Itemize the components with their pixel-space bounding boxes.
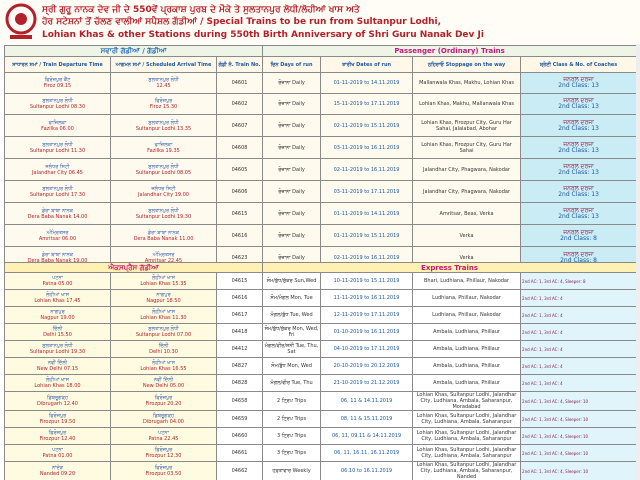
days-of-run: ਰੋਜ਼ਾਨਾ Daily <box>263 225 321 247</box>
departure-station-punjabi: ਫਿਰੋਜ਼ਪੁਰ <box>48 430 67 436</box>
dates-of-run: 20-10-2019 to 20.12.2019 <box>321 358 413 375</box>
departure-time: Firozpur 19.50 <box>39 419 76 425</box>
departure-cell <box>5 341 111 358</box>
days-of-run: ਰੋਜ਼ਾਨਾ Daily <box>263 203 321 225</box>
table-row <box>5 462 637 480</box>
stoppages: Ludhiana, Phillaur, Nakodar <box>413 290 521 307</box>
departure-station-punjabi: ਲੋਹੀਆਂ ਖਾਸ <box>46 377 69 383</box>
coach-class-punjabi: ਜਨਰਲ ਦਰਜਾ <box>563 118 594 126</box>
arrival-station-punjabi: ਸੁਲਤਾਨਪੁਰ ਲੋਧੀ <box>148 77 179 83</box>
days-of-run: ਸੋਮ/ਬੁੱਧ/ਸ਼ੁੱਕਰ Sun,Wed <box>263 273 321 290</box>
express-title-english: Express Trains <box>263 263 637 273</box>
arrival-station-punjabi: ਨਵੀਂ ਦਿੱਲੀ <box>153 377 174 383</box>
departure-time: Patna 01.00 <box>42 453 73 459</box>
header-line-1: ਸ੍ਰੀ ਗੁਰੂ ਨਾਨਕ ਦੇਵ ਜੀ ਦੇ 550ਵੇਂ ਪ੍ਰਕਾਸ਼ ਪੁਰਬ ਦੇ ਮੌਕੇ ਤੇ ਸੁਲਤਾਨਪੁਰ ਲੋਧੀ/ਲੋਹੀਆਂ ਖਾਸ ਅਤੇ <box>42 5 360 15</box>
coach-composition: 2nd AC: 1, 3rd AC: 4 <box>521 341 637 358</box>
train-number: 04616 <box>217 290 263 307</box>
arrival-cell <box>111 181 217 203</box>
arrival-station-punjabi: ਸੁਲਤਾਨਪੁਰ ਲੋਧੀ <box>148 207 179 214</box>
stoppages: Lohian Khas, Firozpur City, Guru Har Sahai, Jalalabad, Abohar <box>413 115 521 137</box>
arrival-cell <box>111 307 217 324</box>
arrival-station-punjabi: ਫਿਰੋਜ਼ਪੁਰ <box>154 447 173 453</box>
departure-time: Dera Baba Nanak 14.00 <box>27 213 88 220</box>
arrival-cell <box>111 341 217 358</box>
coach-class: 2nd Class: 13 <box>558 212 599 220</box>
arrival-station-punjabi: ਫਿਰੋਜ਼ਪੁਰ <box>154 395 173 401</box>
arrival-cell <box>111 392 217 411</box>
arrival-cell <box>111 73 217 94</box>
train-number: 04601 <box>217 73 263 94</box>
stoppages: Ambala, Ludhiana, Phillaur <box>413 375 521 392</box>
dates-of-run: 02-11-2019 to 16.11.2019 <box>321 159 413 181</box>
table-row <box>5 290 637 307</box>
coach-composition: 2nd AC: 1, 3rd AC: 4 <box>521 290 637 307</box>
arrival-cell <box>111 462 217 480</box>
train-number: 04606 <box>217 181 263 203</box>
arrival-time: Dera Baba Nanak 11.00 <box>133 235 194 242</box>
arrival-station-punjabi: ਫਿਰੋਜ਼ਪੁਰ <box>154 465 173 471</box>
coach-class: 2nd Class: 8 <box>560 234 597 242</box>
dates-of-run: 01-10-2019 to 16.11.2019 <box>321 324 413 341</box>
departure-station-punjabi: ਨਾਂਦੇੜ <box>51 465 64 471</box>
arrival-station-punjabi: ਡੇਰਾ ਬਾਬਾ ਨਾਨਕ <box>147 229 180 236</box>
stoppages: Amritsar, Beas, Verka <box>413 203 521 225</box>
arrival-time: Sultanpur Lodhi 08.05 <box>135 169 192 176</box>
days-of-run: 3 ਟ੍ਰਿਪ Trips <box>263 445 321 462</box>
coach-class-punjabi: ਜਨਰਲ ਦਰਜਾ <box>563 184 594 192</box>
departure-time: Dibrugarh 12.40 <box>37 401 78 407</box>
arrival-station-punjabi: ਪਟਨਾ <box>158 430 169 436</box>
coach-class-punjabi: ਜਨਰਲ ਦਰਜਾ <box>563 162 594 170</box>
coach-class: 2nd Class: 13 <box>558 103 599 110</box>
coach-cell <box>521 159 637 181</box>
days-of-run: ਸੋਮ/ਮੰਗਲ Mon, Tue <box>263 290 321 307</box>
arrival-station-punjabi: ਸੁਲਤਾਨਪੁਰ ਲੋਧੀ <box>148 163 179 170</box>
train-number: 04616 <box>217 225 263 247</box>
arrival-time: Jalandhar City 19.00 <box>138 191 189 198</box>
train-number: 04623 <box>217 247 263 269</box>
col-dates: ਤਾਰੀਖ Dates of run <box>321 57 413 73</box>
departure-time: Sultanpur Lodhi 11.30 <box>29 147 86 154</box>
train-number: 04418 <box>217 324 263 341</box>
arrival-time: Sultanpur Lodhi 13.35 <box>135 125 192 132</box>
arrival-station-punjabi: ਲੋਹੀਆਂ ਖਾਸ <box>152 309 175 315</box>
dates-of-run: 06, 11, 16.11, 16.11.2019 <box>321 445 413 462</box>
arrival-cell <box>111 273 217 290</box>
departure-cell <box>5 73 111 94</box>
express-title-punjabi: ਐਕਸਪ੍ਰੈਸ ਗੱਡੀਆਂ <box>5 263 263 273</box>
departure-time: Nagpur 19.00 <box>40 315 75 321</box>
scrollbar[interactable] <box>636 44 640 480</box>
departure-time: Dera Baba Nanak 19.00 <box>27 257 88 264</box>
departure-cell <box>5 445 111 462</box>
table-row <box>5 181 637 203</box>
poster-header <box>0 0 640 44</box>
coach-composition: 2nd AC: 1, 3rd AC: 4 <box>521 324 637 341</box>
dates-of-run: 02-11-2019 to 16.11.2019 <box>321 247 413 269</box>
train-number: 04828 <box>217 375 263 392</box>
train-number: 04608 <box>217 137 263 159</box>
arrival-time: Sultanpur Lodhi 07.00 <box>135 332 192 338</box>
departure-time: Patna 05.00 <box>42 281 73 287</box>
departure-time: Sultanpur Lodhi 17.30 <box>29 191 86 198</box>
dates-of-run: 03-11-2019 to 16.11.2019 <box>321 137 413 159</box>
train-number: 04659 <box>217 411 263 428</box>
dates-of-run: 06, 11, 09.11 & 14.11.2019 <box>321 428 413 445</box>
dates-of-run: 01-11-2019 to 14.11.2019 <box>321 73 413 94</box>
coach-composition: 2nd AC: 1, 3rd AC: 4, Sleeper: 10 <box>521 392 637 411</box>
coach-class-punjabi: ਜਨਰਲ ਦਰਜਾ <box>563 250 594 258</box>
departure-cell <box>5 94 111 115</box>
passenger-subhead-english: Passenger (Ordinary) Trains <box>263 46 637 57</box>
arrival-time: Firozpur 03.50 <box>145 471 182 477</box>
arrival-station-punjabi: ਦਿੱਲੀ <box>158 343 169 349</box>
coach-class-punjabi: ਜਨਰਲ ਦਰਜਾ <box>563 140 594 148</box>
arrival-time: Firozpur 20.20 <box>145 401 182 407</box>
arrival-time: Firoz 15.30 <box>149 104 178 110</box>
table-row <box>5 411 637 428</box>
table-row <box>5 115 637 137</box>
coach-class: 2nd Class: 13 <box>558 146 599 154</box>
train-number: 04662 <box>217 462 263 480</box>
coach-class-punjabi: ਜਨਰਲ ਦਰਜਾ <box>563 206 594 214</box>
table-row <box>5 307 637 324</box>
col-coaches: ਸ਼੍ਰੇਣੀ Class & No. of Coaches <box>521 57 637 73</box>
departure-station-punjabi: ਦਿੱਲੀ <box>52 326 63 332</box>
table-row <box>5 203 637 225</box>
table-row <box>5 273 637 290</box>
coach-composition: 2nd AC: 1, 3rd AC: 4, Sleeper: 10 <box>521 411 637 428</box>
table-row <box>5 358 637 375</box>
departure-station-punjabi: ਫਾਜ਼ਿਲਕਾ <box>48 119 67 126</box>
train-number: 04660 <box>217 428 263 445</box>
dates-of-run: 10-11-2019 to 15.11.2019 <box>321 273 413 290</box>
departure-time: Sultanpur Lodhi 19.30 <box>29 349 86 355</box>
header-line-2: ਹੋਰ ਸਟੇਸ਼ਨਾਂ ਤੋਂ ਚੱਲਣ ਵਾਲੀਆਂ ਸਪੈਸ਼ਲ ਗੱਡੀਆਂ / Special Trains to be run from Sultanpur Lodhi, <box>42 17 442 27</box>
stoppages: Ambala, Ludhiana, Phillaur <box>413 324 521 341</box>
coach-class: 2nd Class: 13 <box>558 82 599 89</box>
departure-cell <box>5 392 111 411</box>
coach-cell <box>521 137 637 159</box>
coach-class-punjabi: ਜਨਰਲ ਦਰਜਾ <box>563 228 594 236</box>
dates-of-run: 08, 11 & 15.11.2019 <box>321 411 413 428</box>
train-number: 04827 <box>217 358 263 375</box>
train-number: 04602 <box>217 94 263 115</box>
arrival-cell <box>111 358 217 375</box>
coach-class: 2nd Class: 8 <box>560 256 597 264</box>
arrival-time: New Delhi 05.00 <box>142 383 185 389</box>
arrival-time: Amritsar 22.45 <box>144 257 183 264</box>
arrival-station-punjabi: ਸੁਲਤਾਨਪੁਰ ਲੋਧੀ <box>148 326 179 332</box>
table-row <box>5 73 637 94</box>
dates-of-run: 15-11-2019 to 17.11.2019 <box>321 94 413 115</box>
departure-station-punjabi: ਨਾਗਪੁਰ <box>50 309 65 315</box>
stoppages: Lohian Khas, Sultanpur Lodhi, Jalandhar City, Ludhiana, Ambala, Saharanpur <box>413 428 521 445</box>
arrival-time: Lohian Khas 15.35 <box>140 281 187 287</box>
departure-cell <box>5 462 111 480</box>
col-train-no: ਗੱਡੀ ਨੰ. Train No. <box>217 57 263 73</box>
departure-cell <box>5 137 111 159</box>
arrival-station-punjabi: ਫਾਜ਼ਿਲਕਾ <box>154 141 173 148</box>
arrival-cell <box>111 159 217 181</box>
table-row <box>5 159 637 181</box>
coach-cell <box>521 73 637 94</box>
departure-cell <box>5 273 111 290</box>
stoppages: Jalandhar City, Phagwara, Nakodar <box>413 181 521 203</box>
days-of-run: ਸੋਮ/ਬੁੱਧ/ਸ਼ੁੱਕਰ Mon, Wed, Fri <box>263 324 321 341</box>
days-of-run: 2 ਟ੍ਰਿਪ Trips <box>263 392 321 411</box>
stoppages: Bhari, Ludhiana, Phillaur, Nakodar <box>413 273 521 290</box>
departure-station-punjabi: ਅੰਮ੍ਰਿਤਸਰ <box>46 229 69 236</box>
arrival-station-punjabi: ਲੋਹੀਆਂ ਖਾਸ <box>152 275 175 281</box>
dates-of-run: 21-10-2019 to 21.12.2019 <box>321 375 413 392</box>
stoppages: Ludhiana, Phillaur, Nakodar <box>413 307 521 324</box>
dates-of-run: 01-11-2019 to 14.11.2019 <box>321 203 413 225</box>
col-arrival: ਆਗਮਨ ਸਮਾਂ / Scheduled Arrival Time <box>111 57 217 73</box>
departure-station-punjabi: ਨਵੀਂ ਦਿੱਲੀ <box>47 360 68 366</box>
stoppages: Lohian Khas, Sultanpur Lodhi, Jalandhar City, Ludhiana, Ambala, Saharanpur <box>413 411 521 428</box>
coach-cell <box>521 181 637 203</box>
coach-composition: 2nd AC: 1, 3rd AC: 4, Sleeper: 10 <box>521 428 637 445</box>
dates-of-run: 06, 11 & 14.11.2019 <box>321 392 413 411</box>
departure-cell <box>5 324 111 341</box>
departure-cell <box>5 225 111 247</box>
departure-station-punjabi: ਲੋਹੀਆਂ ਖਾਸ <box>46 292 69 298</box>
departure-time: Firoz 09.15 <box>43 83 72 89</box>
coach-composition: 2nd AC: 1, 3rd AC: 4 <box>521 307 637 324</box>
coach-composition: 2nd AC: 1, 3rd AC: 4, Sleeper: 8 <box>521 273 637 290</box>
arrival-cell <box>111 137 217 159</box>
days-of-run: ਮੰਗਲ/ਵੀਰ/ਸ਼ਨੀ Tue, Thu, Sat <box>263 341 321 358</box>
departure-station-punjabi: ਪਟਨਾ <box>52 447 63 453</box>
train-number: 04605 <box>217 159 263 181</box>
arrival-cell <box>111 411 217 428</box>
arrival-station-punjabi: ਸੁਲਤਾਨਪੁਰ ਲੋਧੀ <box>148 119 179 126</box>
train-number: 04615 <box>217 273 263 290</box>
table-row <box>5 94 637 115</box>
stoppages: Lohian Khas, Firozpur City, Guru Har Sahai <box>413 137 521 159</box>
coach-class: 2nd Class: 13 <box>558 124 599 132</box>
departure-time: Delhi 15.50 <box>43 332 72 338</box>
coach-cell <box>521 115 637 137</box>
express-trains-table <box>4 262 637 480</box>
train-number: 04617 <box>217 307 263 324</box>
departure-station-punjabi: ਸੁਲਤਾਨਪੁਰ ਲੋਧੀ <box>42 185 73 192</box>
arrival-cell <box>111 225 217 247</box>
departure-time: Fazilka 06.00 <box>41 125 74 132</box>
passenger-subhead-punjabi: ਸਵਾਰੀ ਗੱਡੀਆਂ / ਗੱਡੀਆਂ <box>5 46 263 57</box>
arrival-station-punjabi: ਫਿਰੋਜ਼ਪੁਰ <box>154 98 173 104</box>
arrival-time: Firozpur 12.30 <box>145 453 182 459</box>
departure-time: Lohian Khas 18.00 <box>34 383 81 389</box>
days-of-run: ਰੋਜ਼ਾਨਾ Daily <box>263 94 321 115</box>
coach-class: 2nd Class: 13 <box>558 168 599 176</box>
arrival-cell <box>111 94 217 115</box>
days-of-run: 2 ਟ੍ਰਿਪ Trips <box>263 411 321 428</box>
departure-time: Nanded 09.20 <box>39 471 76 477</box>
stoppages: Lohian Khas, Makhu, Mallanwala Khas <box>413 94 521 115</box>
stoppages: Lohian Khas, Sultanpur Lodhi, Jalandhar City, Ludhiana, Ambala, Saharanpur <box>413 445 521 462</box>
arrival-time: Delhi 10.30 <box>149 349 178 355</box>
train-number: 04658 <box>217 392 263 411</box>
table-row <box>5 392 637 411</box>
departure-time: Lohian Khas 17.45 <box>34 298 81 304</box>
arrival-cell <box>111 445 217 462</box>
departure-cell <box>5 181 111 203</box>
departure-station-punjabi: ਸੁਲਤਾਨਪੁਰ ਲੋਧੀ <box>42 98 73 104</box>
arrival-time: Nagpur 18.50 <box>146 298 181 304</box>
stoppages: Lohian Khas, Sultanpur Lodhi, Jalandhar City, Ludhiana, Ambala, Saharanpur, Nanded <box>413 462 521 480</box>
coach-cell <box>521 94 637 115</box>
departure-cell <box>5 203 111 225</box>
days-of-run: ਮੰਗਲ/ਵੀਰ Tue, Thu <box>263 375 321 392</box>
days-of-run: ਰੋਜ਼ਾਨਾ Daily <box>263 181 321 203</box>
arrival-time: Dibrugarh 04.00 <box>143 419 184 425</box>
departure-station-punjabi: ਡੇਰਾ ਬਾਬਾ ਨਾਨਕ <box>41 207 74 214</box>
arrival-time: Fazilka 19.35 <box>147 147 180 154</box>
days-of-run: ਸੋਮ/ਬੁੱਧ Mon, Wed <box>263 358 321 375</box>
days-of-run: ਮੰਗਲ/ਬੁੱਧ Tue, Wed <box>263 307 321 324</box>
dates-of-run: 11-11-2019 to 16.11.2019 <box>321 290 413 307</box>
arrival-cell <box>111 375 217 392</box>
arrival-station-punjabi: ਡਿਬਰੂਗੜ੍ਹ <box>153 413 174 419</box>
departure-cell <box>5 115 111 137</box>
departure-time: Jalandhar City 06.45 <box>32 169 83 176</box>
arrival-station-punjabi: ਜਲੰਧਰ ਸਿਟੀ <box>151 185 176 192</box>
coach-composition: 2nd AC: 1, 3rd AC: 4, Sleeper: 10 <box>521 462 637 480</box>
days-of-run: ਰੋਜ਼ਾਨਾ Daily <box>263 159 321 181</box>
table-row <box>5 375 637 392</box>
stoppages: Ambala, Ludhiana, Phillaur <box>413 358 521 375</box>
coach-composition: 2nd AC: 1, 3rd AC: 4 <box>521 375 637 392</box>
arrival-station-punjabi: ਨਾਗਪੁਰ <box>156 292 171 298</box>
table-row <box>5 225 637 247</box>
arrival-station-punjabi: ਲੋਹੀਆਂ ਖਾਸ <box>152 360 175 366</box>
train-number: 04661 <box>217 445 263 462</box>
days-of-run: ਰੋਜ਼ਾਨਾ Daily <box>263 137 321 159</box>
table-row <box>5 445 637 462</box>
dates-of-run: 02-11-2019 to 15.11.2019 <box>321 115 413 137</box>
coach-class: 2nd Class: 13 <box>558 190 599 198</box>
arrival-cell <box>111 115 217 137</box>
days-of-run: ਰੋਜ਼ਾਨਾ Daily <box>263 247 321 269</box>
departure-cell <box>5 159 111 181</box>
departure-time: Amritsar 06.00 <box>38 235 77 242</box>
dates-of-run: 12-11-2019 to 17.11.2019 <box>321 307 413 324</box>
days-of-run: ਰੋਜ਼ਾਨਾ Daily <box>263 115 321 137</box>
col-days: ਦਿਨ Days of run <box>263 57 321 73</box>
departure-time: Sultanpur Lodhi 08.30 <box>29 104 86 110</box>
days-of-run: 3 ਟ੍ਰਿਪ Trips <box>263 428 321 445</box>
departure-station-punjabi: ਸੁਲਤਾਨਪੁਰ ਲੋਧੀ <box>42 141 73 148</box>
arrival-time: Patna 22.45 <box>148 436 179 442</box>
table-row <box>5 428 637 445</box>
departure-station-punjabi: ਡਿਬਰੂਗੜ੍ਹ <box>47 395 68 401</box>
dates-of-run: 01-11-2019 to 15.11.2019 <box>321 225 413 247</box>
table-row <box>5 137 637 159</box>
train-number: 04615 <box>217 203 263 225</box>
stoppages: Ambala, Ludhiana, Phillaur <box>413 341 521 358</box>
departure-cell <box>5 428 111 445</box>
arrival-cell <box>111 428 217 445</box>
header-line-3: Lohian Khas & other Stations during 550th Birth Anniversary of Shri Guru Nanak Dev Ji <box>42 30 484 40</box>
passenger-trains-table <box>4 45 637 269</box>
arrival-time: Lohian Khas 11.30 <box>140 315 187 321</box>
coach-composition: 2nd AC: 1, 3rd AC: 4, Sleeper: 10 <box>521 445 637 462</box>
stoppages: Jalandhar City, Phagwara, Nakodar <box>413 159 521 181</box>
arrival-cell <box>111 290 217 307</box>
arrival-cell <box>111 203 217 225</box>
departure-cell <box>5 358 111 375</box>
departure-cell <box>5 375 111 392</box>
stoppages: Lohian Khas, Sultanpur Lodhi, Jalandhar City, Ludhiana, Ambala, Saharanpur, Moradabad <box>413 392 521 411</box>
days-of-run: ਰੋਜ਼ਾਨਾ Daily <box>263 73 321 94</box>
departure-cell <box>5 307 111 324</box>
stoppages: Verka <box>413 247 521 269</box>
arrival-time: Lohian Khas 16.55 <box>140 366 187 372</box>
departure-cell <box>5 411 111 428</box>
arrival-station-punjabi: ਅੰਮ੍ਰਿਤਸਰ <box>152 251 175 258</box>
coach-composition: 2nd AC: 1, 3rd AC: 4 <box>521 358 637 375</box>
coach-class-punjabi: ਜਨਰਲ ਦਰਜਾ <box>563 76 594 83</box>
table-row <box>5 341 637 358</box>
departure-station-punjabi: ਜਲੰਧਰ ਸਿਟੀ <box>45 163 70 170</box>
departure-station-punjabi: ਫਿਰੋਜ਼ਪੁਰ <box>48 413 67 419</box>
arrival-time: Sultanpur Lodhi 19.30 <box>135 213 192 220</box>
train-number: 04412 <box>217 341 263 358</box>
departure-cell <box>5 290 111 307</box>
stoppages: Mallanwala Khas, Makhu, Lohian Khas <box>413 73 521 94</box>
departure-station-punjabi: ਪਟਨਾ <box>52 275 63 281</box>
col-departure: ਸਾਧਾਰਨ ਸਮਾਂ / Train Departure Time <box>5 57 111 73</box>
railway-logo-icon <box>4 2 38 42</box>
departure-station-punjabi: ਡੇਰਾ ਬਾਬਾ ਨਾਨਕ <box>41 251 74 258</box>
dates-of-run: 06.10 to 16.11.2019 <box>321 462 413 480</box>
col-stoppages: ਠਹਿਰਾਓ Stoppage on the way <box>413 57 521 73</box>
departure-station-punjabi: ਫਿਰੋਜ਼ਪੁਰ ਕੈਂਟ <box>44 77 71 83</box>
stoppages: Verka <box>413 225 521 247</box>
departure-time: Firozpur 12.40 <box>39 436 76 442</box>
arrival-time: 12.45 <box>156 83 171 89</box>
coach-class-punjabi: ਜਨਰਲ ਦਰਜਾ <box>563 97 594 104</box>
coach-cell <box>521 203 637 225</box>
dates-of-run: 03-11-2019 to 17.11.2019 <box>321 181 413 203</box>
days-of-run: ਹਫ਼ਤਾਵਾਰ Weekly <box>263 462 321 480</box>
train-number: 04607 <box>217 115 263 137</box>
departure-station-punjabi: ਸੁਲਤਾਨਪੁਰ ਲੋਧੀ <box>42 343 73 349</box>
arrival-cell <box>111 324 217 341</box>
coach-cell <box>521 225 637 247</box>
dates-of-run: 04-10-2019 to 17.11.2019 <box>321 341 413 358</box>
departure-time: New Delhi 07.15 <box>36 366 79 372</box>
table-row <box>5 324 637 341</box>
